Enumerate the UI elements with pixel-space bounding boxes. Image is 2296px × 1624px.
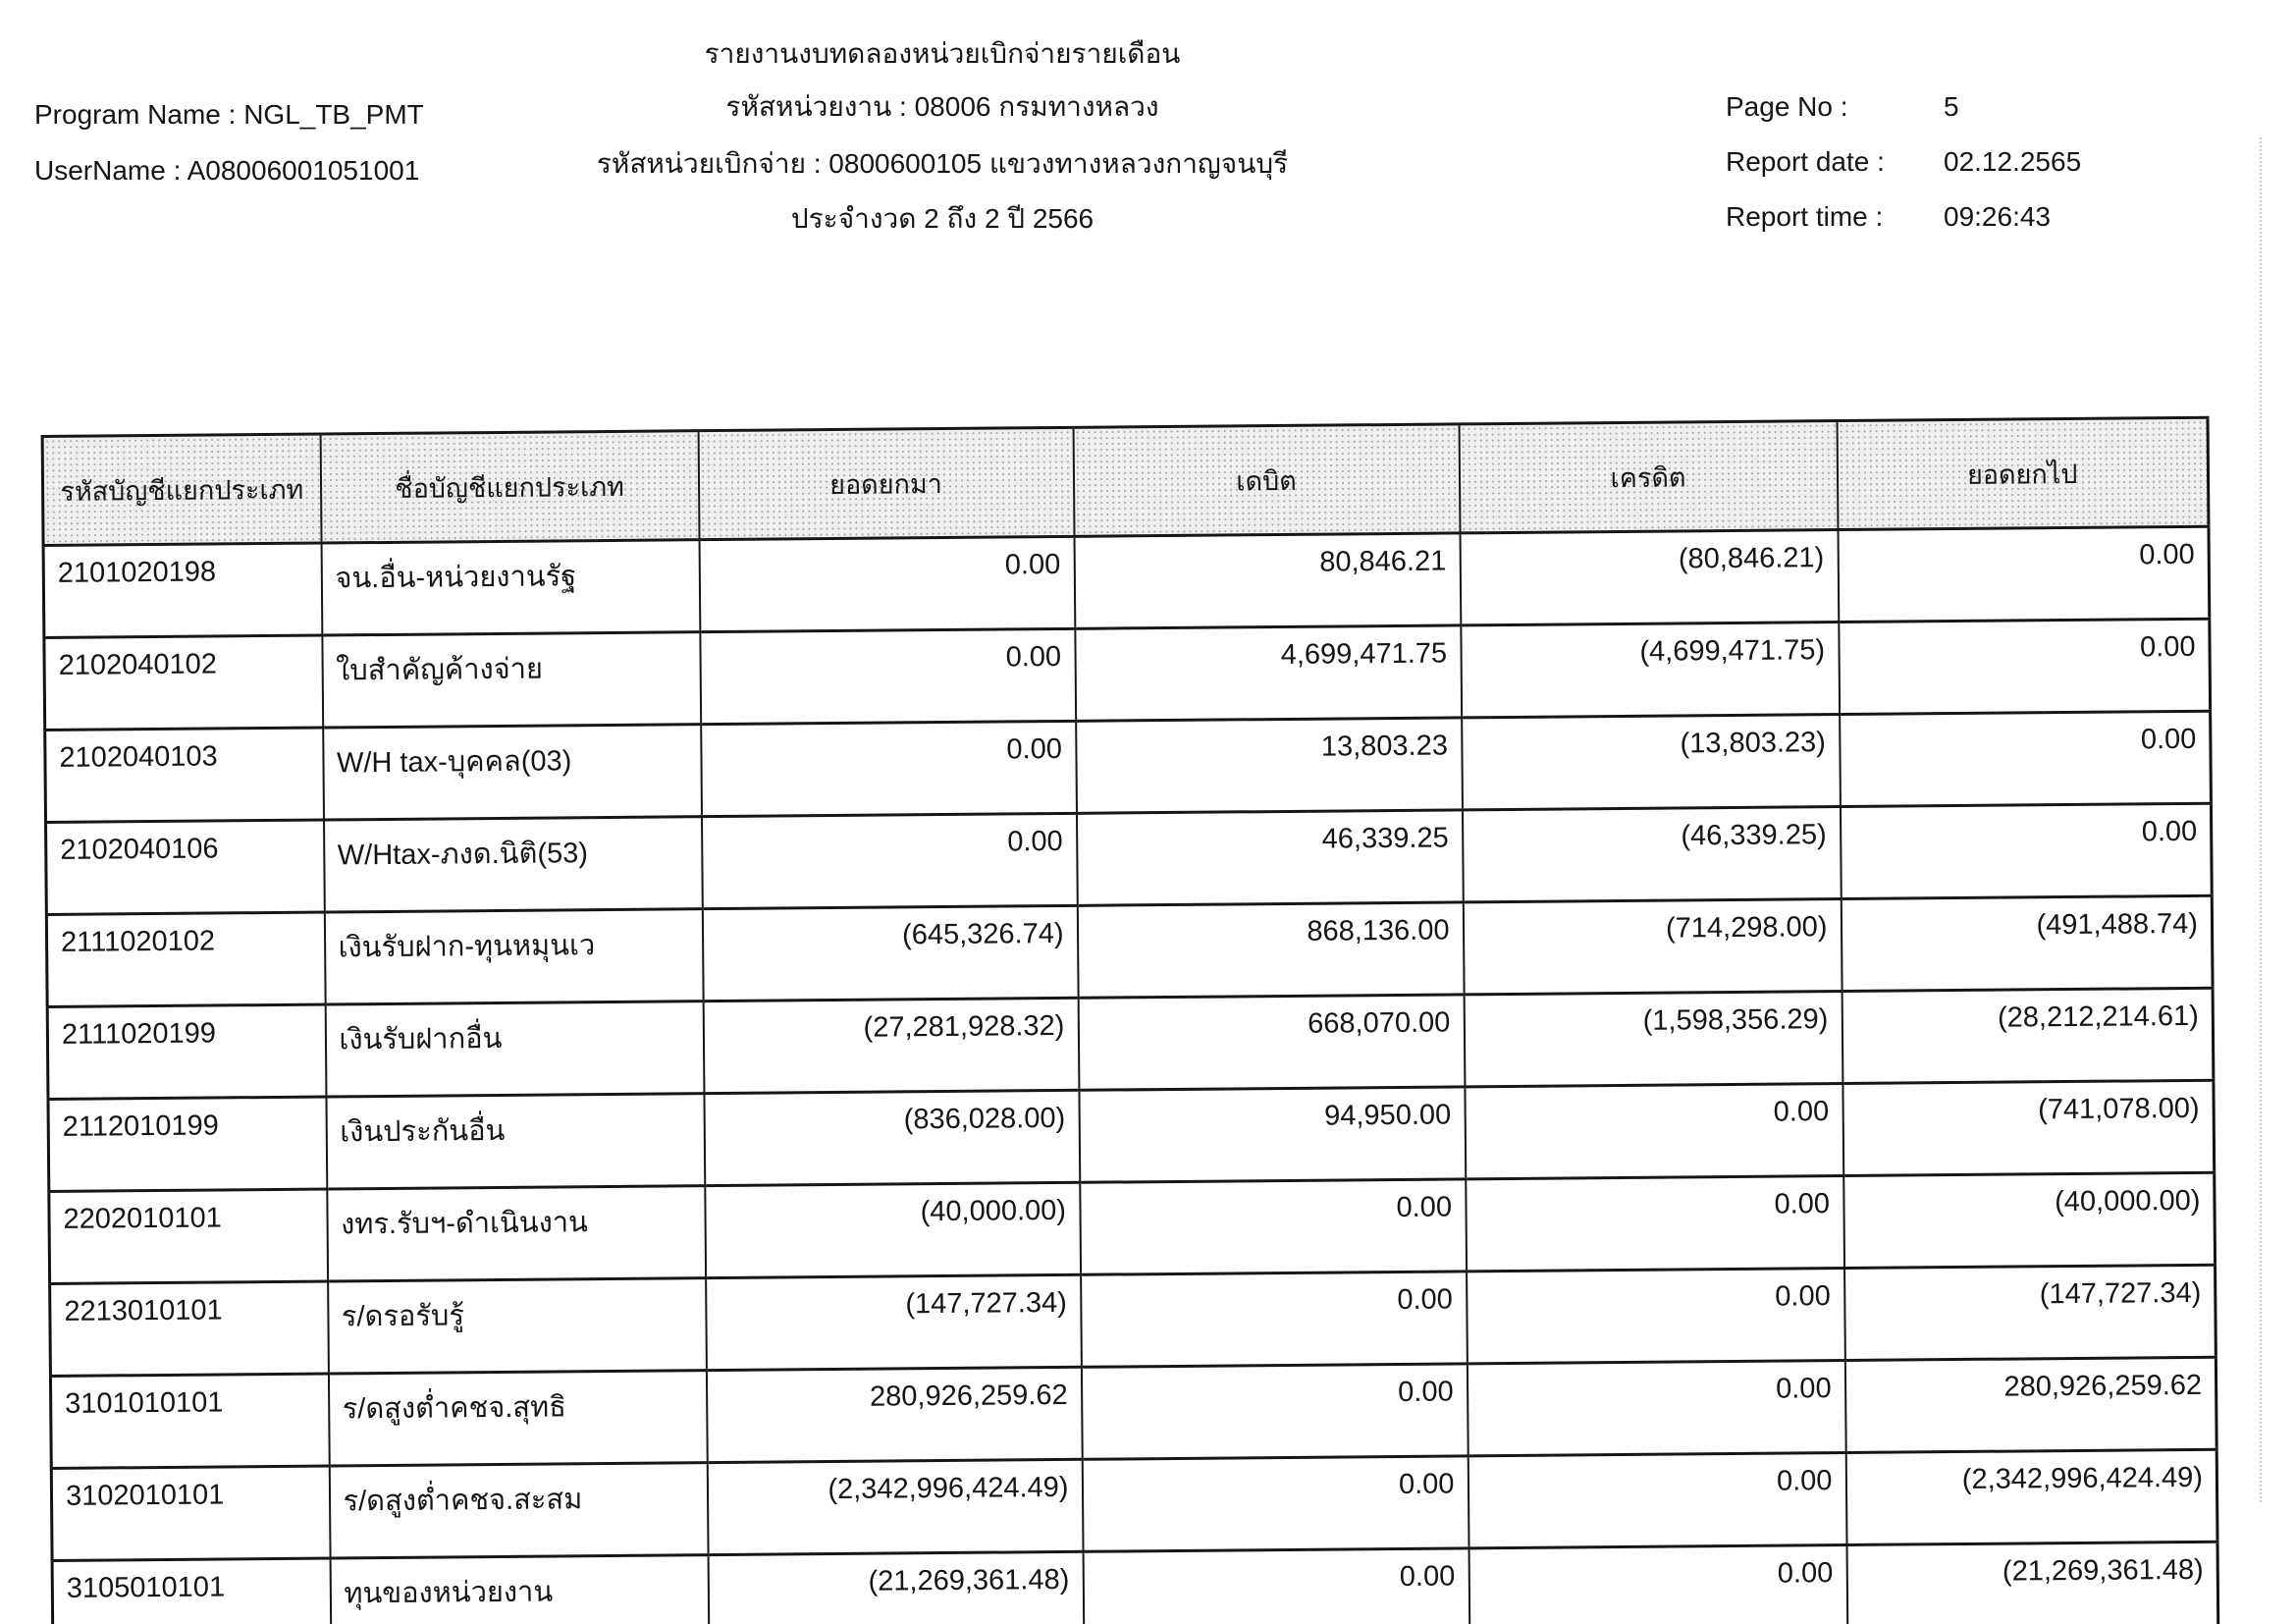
opening-balance-cell: 0.00 bbox=[701, 813, 1077, 908]
opening-balance-cell: 0.00 bbox=[699, 536, 1075, 631]
username-line bbox=[34, 154, 424, 188]
account-code-cell: 2102040102 bbox=[44, 635, 323, 730]
credit-cell: (4,699,471.75) bbox=[1461, 623, 1840, 718]
account-name-cell: W/Htax-ภงด.นิติ(53) bbox=[324, 817, 703, 912]
account-name-cell: W/H tax-บุคคล(03) bbox=[323, 725, 702, 820]
debit-cell: 868,136.00 bbox=[1077, 902, 1464, 998]
agency-line: รหัสหน่วยงาน : 08006 กรมทางหลวง bbox=[725, 91, 1159, 122]
debit-cell: 0.00 bbox=[1081, 1272, 1468, 1367]
account-code-cell: 2112010199 bbox=[48, 1097, 327, 1191]
report-date-label: Report date : bbox=[1726, 146, 1885, 177]
debit-cell: 94,950.00 bbox=[1079, 1087, 1466, 1182]
closing-balance-cell: 0.00 bbox=[1839, 619, 2211, 714]
opening-balance-cell: (2,342,996,424.49) bbox=[707, 1459, 1083, 1554]
closing-balance-cell: 280,926,259.62 bbox=[1844, 1357, 2216, 1452]
username-label: UserName : bbox=[34, 155, 182, 186]
closing-balance-cell: (28,212,214.61) bbox=[1842, 988, 2214, 1083]
account-code-cell: 3102010101 bbox=[51, 1466, 330, 1560]
report-time-label: Report time : bbox=[1726, 201, 1884, 232]
account-code-cell: 3105010101 bbox=[52, 1558, 331, 1624]
program-name-value: NGL_TB_PMT bbox=[243, 99, 424, 130]
program-name-line bbox=[34, 98, 424, 132]
page-title: รายงานงบทดลองหน่วยเบิกจ่ายรายเดือน bbox=[704, 38, 1181, 69]
username-value: A08006001051001 bbox=[187, 155, 420, 186]
account-name-cell: ใบสำคัญค้างจ่าย bbox=[322, 632, 701, 728]
scan-edge-artifact bbox=[2260, 137, 2262, 1502]
closing-balance-cell: 0.00 bbox=[1840, 803, 2212, 898]
account-name-cell: เงินรับฝาก-ทุนหมุนเว bbox=[324, 909, 703, 1004]
debit-cell: 4,699,471.75 bbox=[1075, 625, 1462, 721]
account-code-cell: 2102040106 bbox=[46, 820, 325, 914]
report-time-row bbox=[1726, 200, 2081, 234]
debit-cell: 0.00 bbox=[1082, 1456, 1468, 1551]
account-code-cell: 2213010101 bbox=[50, 1281, 329, 1376]
credit-cell: 0.00 bbox=[1467, 1361, 1845, 1456]
closing-balance-cell: 0.00 bbox=[1840, 711, 2212, 806]
table-header bbox=[42, 417, 2209, 545]
column-header-account-name: ชื่อบัญชีแยกประเภท bbox=[320, 431, 699, 543]
column-header-credit: เครดิต bbox=[1459, 421, 1838, 533]
period-line: ประจำงวด 2 ถึง 2 ปี 2566 bbox=[790, 203, 1095, 234]
column-header-account-code: รหัสบัญชีแยกประเภท bbox=[42, 434, 321, 545]
opening-balance-cell: (21,269,361.48) bbox=[708, 1551, 1084, 1624]
debit-cell: 0.00 bbox=[1081, 1364, 1468, 1459]
account-name-cell: ร/ดสูงต่ำคชจ.สุทธิ bbox=[328, 1371, 707, 1466]
program-name-label: Program Name : bbox=[34, 99, 237, 130]
debit-cell: 46,339.25 bbox=[1076, 810, 1463, 905]
account-name-cell: เงินประกันอื่น bbox=[326, 1094, 705, 1189]
debit-cell: 80,846.21 bbox=[1074, 533, 1461, 628]
disbursement-unit-line: รหัสหน่วยเบิกจ่าย : 0800600105 แขวงทางหลวงกาญจนบุรี bbox=[596, 148, 1289, 179]
account-name-cell: ร/ดรอรับรู้ bbox=[328, 1278, 707, 1374]
trial-balance-table bbox=[41, 416, 2220, 1624]
report-right-header bbox=[1726, 90, 2081, 255]
debit-cell: 668,070.00 bbox=[1078, 995, 1465, 1090]
account-code-cell: 2101020198 bbox=[43, 543, 322, 637]
credit-cell: 0.00 bbox=[1468, 1545, 1847, 1624]
account-name-cell: เงินรับฝากอื่น bbox=[325, 1001, 704, 1097]
account-name-cell: จน.อื่น-หน่วยงานรัฐ bbox=[321, 540, 700, 635]
report-date-value: 02.12.2565 bbox=[1944, 146, 2082, 177]
table-body bbox=[43, 526, 2218, 1624]
page-no-value: 5 bbox=[1944, 91, 1959, 122]
report-center-header bbox=[550, 37, 1335, 236]
closing-balance-cell: (491,488.74) bbox=[1841, 895, 2213, 991]
column-header-opening-balance: ยอดยกมา bbox=[698, 427, 1074, 539]
opening-balance-cell: (836,028.00) bbox=[704, 1090, 1080, 1185]
table-header-row bbox=[42, 417, 2209, 545]
account-code-cell: 2202010101 bbox=[49, 1189, 328, 1283]
debit-cell: 0.00 bbox=[1080, 1179, 1467, 1274]
account-name-cell: ทุนของหน่วยงาน bbox=[330, 1555, 709, 1624]
opening-balance-cell: 0.00 bbox=[700, 628, 1076, 724]
account-name-cell: ร/ดสูงต่ำคชจ.สะสม bbox=[329, 1463, 708, 1558]
account-code-cell: 3101010101 bbox=[50, 1374, 329, 1468]
account-name-cell: งทร.รับฯ-ดำเนินงาน bbox=[327, 1186, 706, 1281]
opening-balance-cell: 0.00 bbox=[701, 721, 1077, 816]
page-no-row bbox=[1726, 90, 2081, 124]
credit-cell: 0.00 bbox=[1467, 1269, 1845, 1364]
debit-cell: 0.00 bbox=[1083, 1548, 1469, 1624]
credit-cell: (1,598,356.29) bbox=[1464, 992, 1842, 1087]
credit-cell: (46,339.25) bbox=[1462, 807, 1841, 902]
opening-balance-cell: (645,326.74) bbox=[702, 905, 1078, 1001]
closing-balance-cell: (2,342,996,424.49) bbox=[1845, 1449, 2217, 1544]
column-header-debit: เดบิต bbox=[1073, 424, 1460, 536]
credit-cell: 0.00 bbox=[1465, 1084, 1843, 1179]
closing-balance-cell: (21,269,361.48) bbox=[1846, 1542, 2218, 1624]
opening-balance-cell: (147,727.34) bbox=[706, 1274, 1082, 1370]
report-date-row bbox=[1726, 145, 2081, 179]
credit-cell: 0.00 bbox=[1466, 1176, 1844, 1272]
closing-balance-cell: 0.00 bbox=[1838, 526, 2210, 622]
closing-balance-cell: (40,000.00) bbox=[1843, 1172, 2216, 1268]
account-code-cell: 2111020102 bbox=[46, 912, 325, 1006]
opening-balance-cell: (40,000.00) bbox=[705, 1182, 1081, 1277]
trial-balance-table-wrap bbox=[41, 416, 2220, 1624]
debit-cell: 13,803.23 bbox=[1076, 718, 1463, 813]
opening-balance-cell: 280,926,259.62 bbox=[706, 1367, 1082, 1462]
closing-balance-cell: (147,727.34) bbox=[1844, 1265, 2216, 1360]
opening-balance-cell: (27,281,928.32) bbox=[703, 998, 1079, 1093]
credit-cell: (714,298.00) bbox=[1463, 899, 1842, 995]
credit-cell: 0.00 bbox=[1468, 1453, 1846, 1548]
report-left-header bbox=[34, 98, 424, 210]
credit-cell: (13,803.23) bbox=[1462, 715, 1841, 810]
report-time-value: 09:26:43 bbox=[1944, 201, 2051, 232]
column-header-closing-balance: ยอดยกไป bbox=[1837, 417, 2209, 529]
page-no-label: Page No : bbox=[1726, 91, 1848, 122]
account-code-cell: 2111020199 bbox=[47, 1004, 326, 1099]
closing-balance-cell: (741,078.00) bbox=[1842, 1080, 2215, 1175]
account-code-cell: 2102040103 bbox=[45, 728, 324, 822]
credit-cell: (80,846.21) bbox=[1460, 530, 1839, 625]
